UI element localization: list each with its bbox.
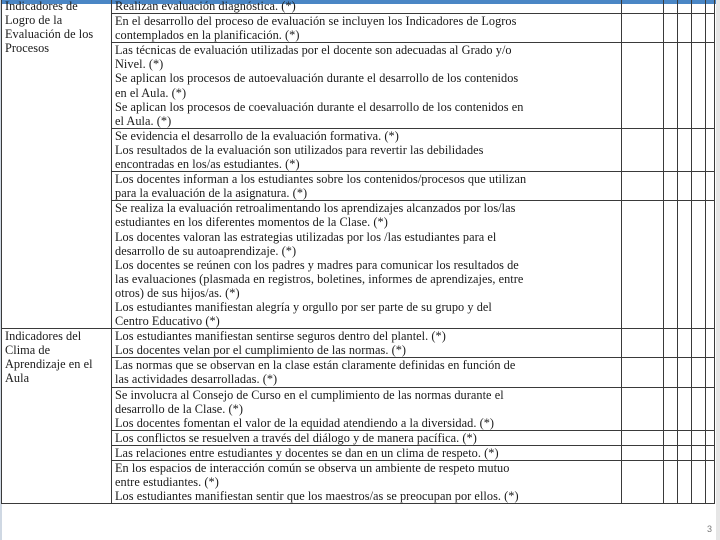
rating-cell[interactable] bbox=[678, 14, 692, 43]
rating-cell[interactable] bbox=[678, 201, 692, 329]
indicator-text: las actividades desarrolladas. (*) bbox=[115, 372, 278, 387]
indicator-text: En los espacios de interacción común se observa un ambiente de respeto mutuo bbox=[115, 461, 510, 475]
rating-cell[interactable] bbox=[664, 461, 678, 504]
rating-cell[interactable] bbox=[706, 128, 715, 171]
indicator-cell bbox=[112, 430, 622, 445]
indicator-text: otros) de sus hijos/as. (*) bbox=[115, 285, 240, 300]
rating-cell[interactable] bbox=[622, 172, 664, 201]
table-body bbox=[2, 0, 715, 504]
indicator-text: entre estudiantes. (*) bbox=[115, 475, 219, 490]
rating-cell[interactable] bbox=[664, 387, 678, 430]
indicator-text: contemplados en la planificación. (*) bbox=[115, 28, 300, 43]
indicator-text: Los docentes fomentan el valor de la equidad atendiendo a la diversidad. (*) bbox=[115, 415, 495, 430]
rating-cell[interactable] bbox=[692, 445, 706, 460]
rating-cell[interactable] bbox=[706, 358, 715, 387]
indicator-text: el Aula. (*) bbox=[115, 113, 172, 128]
rating-cell[interactable] bbox=[664, 128, 678, 171]
rating-cell[interactable] bbox=[622, 128, 664, 171]
rating-cell[interactable] bbox=[706, 387, 715, 430]
rating-cell[interactable] bbox=[692, 358, 706, 387]
indicator-text: Nivel. (*) bbox=[115, 57, 164, 72]
indicator-text: Se aplican los procesos de autoevaluación durante el desarrollo de los contenidos bbox=[115, 71, 519, 86]
indicator-text: Los docentes valoran las estrategias utilizadas por los /las estudiantes para el bbox=[115, 229, 497, 244]
indicator-cell bbox=[112, 172, 622, 201]
page-number: 3 bbox=[706, 524, 712, 534]
rating-cell[interactable] bbox=[678, 387, 692, 430]
rating-cell[interactable] bbox=[678, 461, 692, 504]
rating-cell[interactable] bbox=[664, 430, 678, 445]
indicator-text: Los conflictos se resuelven a través del diálogo y de manera pacífica. (*) bbox=[115, 430, 477, 445]
table-row bbox=[2, 329, 715, 358]
rating-cell[interactable] bbox=[706, 461, 715, 504]
rating-cell[interactable] bbox=[664, 0, 678, 14]
rating-cell[interactable] bbox=[692, 201, 706, 329]
rating-cell[interactable] bbox=[664, 172, 678, 201]
table-row bbox=[2, 0, 715, 14]
evaluation-checklist-table bbox=[1, 0, 715, 504]
rating-cell[interactable] bbox=[622, 387, 664, 430]
indicator-cell bbox=[112, 387, 622, 430]
rating-cell[interactable] bbox=[622, 329, 664, 358]
section-title: Indicadores de Logro de la Evaluación de los Procesos bbox=[2, 0, 112, 329]
indicator-text: Las técnicas de evaluación utilizadas por el docente son adecuadas al Grado y/o bbox=[115, 43, 512, 58]
indicator-text: Los estudiantes manifiestan alegría y orgullo por ser parte de su grupo y del bbox=[115, 299, 492, 314]
indicator-cell bbox=[112, 128, 622, 171]
rating-cell[interactable] bbox=[706, 14, 715, 43]
indicator-cell bbox=[112, 445, 622, 460]
rating-cell[interactable] bbox=[678, 329, 692, 358]
indicator-text: Se evidencia el desarrollo de la evaluación formativa. (*) bbox=[115, 128, 399, 143]
rating-cell[interactable] bbox=[692, 128, 706, 171]
indicator-text: desarrollo de su autoaprendizaje. (*) bbox=[115, 243, 297, 258]
indicator-cell bbox=[112, 0, 622, 14]
rating-cell[interactable] bbox=[664, 329, 678, 358]
indicator-cell bbox=[112, 43, 622, 129]
rating-cell[interactable] bbox=[706, 0, 715, 14]
indicator-text: encontradas en los/as estudiantes. (*) bbox=[115, 157, 300, 172]
indicator-text: las evaluaciones (plasmada en registros, boletines, informes de aprendizajes, entre bbox=[115, 271, 524, 286]
rating-cell[interactable] bbox=[622, 0, 664, 14]
indicator-text: Las normas que se observan en la clase están claramente definidas en función de bbox=[115, 358, 516, 373]
rating-cell[interactable] bbox=[706, 430, 715, 445]
rating-cell[interactable] bbox=[664, 14, 678, 43]
indicator-text: estudiantes en los diferentes momentos de la Clase. (*) bbox=[115, 215, 388, 230]
indicator-text: Los docentes velan por el cumplimiento de las normas. (*) bbox=[115, 343, 407, 358]
rating-cell[interactable] bbox=[622, 358, 664, 387]
rating-cell[interactable] bbox=[678, 43, 692, 129]
rating-cell[interactable] bbox=[706, 201, 715, 329]
rating-cell[interactable] bbox=[622, 43, 664, 129]
indicator-text: desarrollo de la Clase. (*) bbox=[115, 401, 244, 416]
page-right-edge bbox=[716, 0, 720, 540]
rating-cell[interactable] bbox=[692, 461, 706, 504]
rating-cell[interactable] bbox=[678, 128, 692, 171]
indicator-cell bbox=[112, 461, 622, 504]
rating-cell[interactable] bbox=[692, 0, 706, 14]
indicator-text: Se realiza la evaluación retroalimentando los aprendizajes alcanzados por los/las bbox=[115, 201, 516, 216]
rating-cell[interactable] bbox=[706, 43, 715, 129]
rating-cell[interactable] bbox=[692, 329, 706, 358]
rating-cell[interactable] bbox=[622, 14, 664, 43]
indicator-text: Las relaciones entre estudiantes y docentes se dan en un clima de respeto. (*) bbox=[115, 445, 499, 460]
rating-cell[interactable] bbox=[692, 430, 706, 445]
indicator-text: En el desarrollo del proceso de evaluación se incluyen los Indicadores de Logros bbox=[115, 14, 517, 29]
rating-cell[interactable] bbox=[706, 329, 715, 358]
indicator-text: Realizan evaluación diagnóstica. (*) bbox=[115, 0, 296, 13]
indicator-cell bbox=[112, 329, 622, 358]
indicator-cell bbox=[112, 14, 622, 43]
indicator-text: Se aplican los procesos de coevaluación durante el desarrollo de los contenidos en bbox=[115, 99, 524, 114]
indicator-text: Los docentes se reúnen con los padres y madres para comunicar los resultados de bbox=[115, 257, 519, 272]
rating-cell[interactable] bbox=[678, 172, 692, 201]
rating-cell[interactable] bbox=[678, 0, 692, 14]
indicator-cell bbox=[112, 201, 622, 329]
rating-cell[interactable] bbox=[622, 430, 664, 445]
rating-cell[interactable] bbox=[692, 172, 706, 201]
rating-cell[interactable] bbox=[664, 43, 678, 129]
rating-cell[interactable] bbox=[706, 172, 715, 201]
rating-cell[interactable] bbox=[622, 461, 664, 504]
indicator-text: Se involucra al Consejo de Curso en el cumplimiento de las normas durante el bbox=[115, 387, 504, 402]
rating-cell[interactable] bbox=[692, 387, 706, 430]
rating-cell[interactable] bbox=[664, 358, 678, 387]
rating-cell[interactable] bbox=[678, 358, 692, 387]
indicator-text: Los resultados de la evaluación son utilizados para revertir las debilidades bbox=[115, 142, 484, 157]
rating-cell[interactable] bbox=[678, 430, 692, 445]
indicator-text: Los docentes informan a los estudiantes sobre los contenidos/procesos que utilizan bbox=[115, 172, 527, 187]
indicator-text: para la evaluación de la asignatura. (*) bbox=[115, 186, 308, 201]
rating-cell[interactable] bbox=[706, 445, 715, 460]
rating-cell[interactable] bbox=[692, 43, 706, 129]
rating-cell[interactable] bbox=[692, 14, 706, 43]
rating-cell[interactable] bbox=[678, 445, 692, 460]
indicator-text: Centro Educativo (*) bbox=[115, 314, 220, 329]
section-title: Indicadores del Clima de Aprendizaje en el Aula bbox=[2, 329, 112, 504]
rating-cell[interactable] bbox=[622, 201, 664, 329]
indicator-cell bbox=[112, 358, 622, 387]
indicator-text: Los estudiantes manifiestan sentirse seguros dentro del plantel. (*) bbox=[115, 329, 446, 344]
indicator-text: Los estudiantes manifiestan sentir que los maestros/as se preocupan por ellos. (*) bbox=[115, 489, 519, 504]
rating-cell[interactable] bbox=[664, 445, 678, 460]
rating-cell[interactable] bbox=[622, 445, 664, 460]
indicator-text: en el Aula. (*) bbox=[115, 85, 187, 100]
rating-cell[interactable] bbox=[664, 201, 678, 329]
